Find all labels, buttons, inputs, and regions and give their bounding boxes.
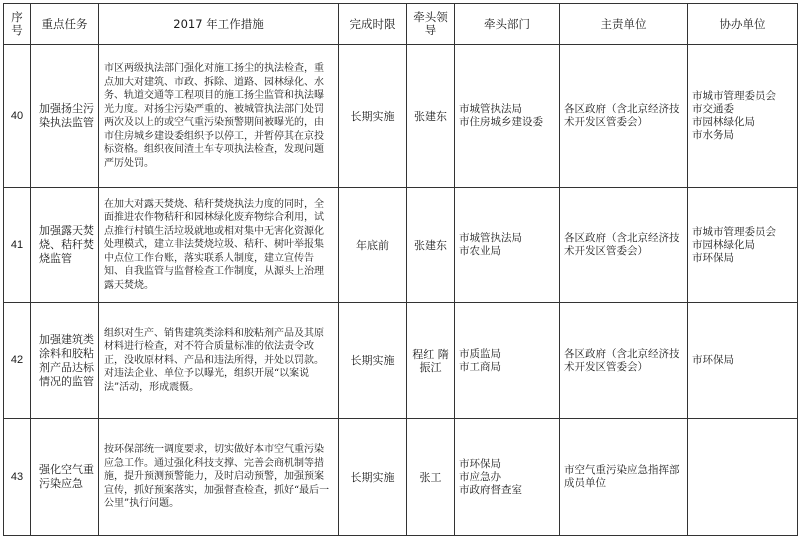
row-number: 40: [4, 45, 31, 188]
measure-cell: 按环保部统一调度要求，切实做好本市空气重污染应急工作。通过强化科技支撑、完善会商机制等措施，提升预测预警能力，及时启动预警，加强预案宣传，抓好预案落实，加强督查检查，抓好“最后一公里”执行问题。: [99, 419, 339, 536]
header-measure: 2017 年工作措施: [99, 4, 339, 45]
row-number: 43: [4, 419, 31, 536]
lead-cell: 张工: [407, 419, 455, 536]
measure-cell: 市区两级执法部门强化对施工扬尘的执法检查，重点加大对建筑、市政、拆除、道路、园林绿化、水务、轨道交通等工程项目的施工扬尘监管和执法曝光力度。对扬尘污染严重的、被城管执法部门处罚两次及以上的或空气重污染预警期间被曝光的，由市住房城乡建设委组织予以停工，并暂停其在京投标资格。组织夜间渣土车专项执法检查，发现问题严厉处罚。: [99, 45, 339, 188]
task-cell: 强化空气重污染应急: [31, 419, 99, 536]
time-cell: 长期实施: [339, 303, 407, 419]
row-number: 42: [4, 303, 31, 419]
assist-item: 市城市管理委员会: [692, 90, 776, 102]
dept-cell: [455, 303, 560, 419]
table-header-row: [4, 4, 798, 45]
time-cell: 年底前: [339, 188, 407, 303]
header-lead: 牵头领导: [407, 4, 455, 45]
lead-cell: 张建东: [407, 45, 455, 188]
dept-item: 市政府督查室: [459, 483, 522, 496]
table-row: [4, 419, 798, 536]
header-no: 序号: [4, 4, 31, 45]
row-number: 41: [4, 188, 31, 303]
dept-cell: [455, 45, 560, 188]
header-time: 完成时限: [339, 4, 407, 45]
work-measures-table: [3, 3, 798, 536]
dept-item: 市工商局: [459, 360, 501, 373]
dept-item: 市城管执法局: [459, 232, 522, 244]
task-cell: 加强露天焚烧、秸秆焚烧监管: [31, 188, 99, 303]
dept-item: 市应急办: [459, 470, 501, 483]
table-row: [4, 45, 798, 188]
main-unit-cell: 各区政府（含北京经济技术开发区管委会）: [560, 188, 688, 303]
header-dept: 牵头部门: [455, 4, 560, 45]
table-row: [4, 188, 798, 303]
main-unit-cell: 各区政府（含北京经济技术开发区管委会）: [560, 45, 688, 188]
assist-item: 市园林绿化局: [692, 116, 755, 128]
table-row: [4, 303, 798, 419]
dept-item: 市城管执法局: [459, 103, 522, 115]
assist-item: 市城市管理委员会: [692, 225, 776, 238]
header-assist: 协办单位: [688, 4, 798, 45]
header-main: 主责单位: [560, 4, 688, 45]
time-cell: 长期实施: [339, 45, 407, 188]
assist-item: 市环保局: [692, 251, 734, 264]
lead-cell: 张建东: [407, 188, 455, 303]
measure-cell: 组织对生产、销售建筑类涂料和胶粘剂产品及其原材料进行检查，对不符合质量标准的依法责令改正，没收原材料、产品和违法所得，并处以罚款。对违法企业、单位予以曝光，组织开展“以案说法”活动，形成震慑。: [99, 303, 339, 419]
assist-cell: [688, 419, 798, 536]
dept-cell: [455, 419, 560, 536]
time-cell: 长期实施: [339, 419, 407, 536]
document-page: [3, 3, 797, 536]
assist-cell: [688, 303, 798, 419]
main-unit-cell: 市空气重污染应急指挥部成员单位: [560, 419, 688, 536]
task-cell: 加强建筑类涂料和胶粘剂产品达标情况的监管: [31, 303, 99, 419]
assist-cell: [688, 45, 798, 188]
dept-item: 市环保局: [459, 457, 501, 470]
assist-item: 市园林绿化局: [692, 238, 755, 251]
assist-item: 市环保局: [692, 354, 734, 366]
header-task: 重点任务: [31, 4, 99, 45]
assist-cell: [688, 188, 798, 303]
measure-cell: 在加大对露天焚烧、秸秆焚烧执法力度的同时，全面推进农作物秸秆和园林绿化废弃物综合利用，试点推行村镇生活垃圾就地或相对集中无害化资源化处理模式，建立非法焚烧垃圾、秸秆、树叶举报集中点位工作台账，落实联系人制度，建立宣传告知、自我监管与监督检查工作制度，从源头上治理露天焚烧。: [99, 188, 339, 303]
task-cell: 加强扬尘污染执法监管: [31, 45, 99, 188]
assist-item: 市交通委: [692, 103, 734, 115]
dept-item: 市住房城乡建设委: [459, 116, 543, 128]
dept-cell: [455, 188, 560, 303]
dept-item: 市农业局: [459, 245, 501, 257]
main-unit-cell: 各区政府（含北京经济技术开发区管委会）: [560, 303, 688, 419]
assist-item: 市水务局: [692, 129, 734, 141]
lead-cell: 程红 隋振江: [407, 303, 455, 419]
dept-item: 市质监局: [459, 347, 501, 360]
